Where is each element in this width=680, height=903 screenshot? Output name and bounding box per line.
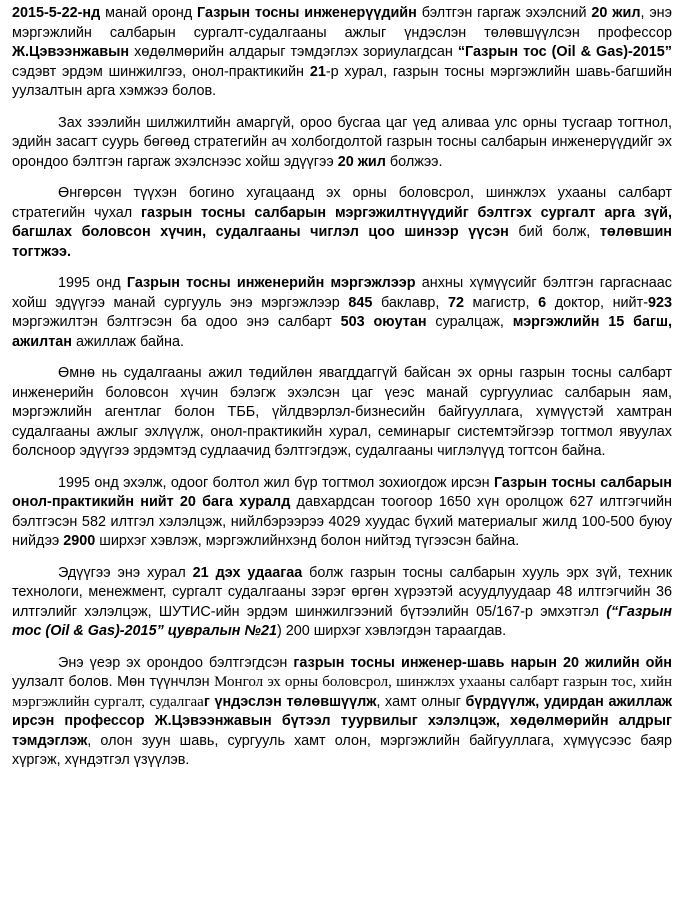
text-run: 21 дэх удаагаа xyxy=(192,564,303,581)
text-run: уулзалт болов. Мөн түүнчлэн xyxy=(12,674,215,690)
paragraph-3 xyxy=(12,184,672,262)
paragraph-7 xyxy=(12,564,672,642)
text-run: 2900 xyxy=(63,533,96,549)
text-run: Монгол эх орны боловсрол, шинжлэх ухааны салбарт газрын тос, хийн мэргэжлийн сургалт, судалгаа xyxy=(12,674,672,710)
text-run: 20 жил xyxy=(337,153,386,170)
text-run: газрын тосны инженер-шавь нарын 20 жилийн ойн xyxy=(293,654,672,671)
text-run: мэргэжлийн 15 багш, ажилтан xyxy=(12,314,673,350)
paragraph-4 xyxy=(12,274,672,352)
text-run: 21 xyxy=(309,63,326,80)
text-run: бий болж, xyxy=(508,224,600,240)
text-run: 923 xyxy=(647,294,672,311)
text-run: 1995 онд эхэлж, одоог болтол жил бүр тогтмол зохиогдож ирсэн xyxy=(58,474,494,491)
text-run: болж газрын тосны салбарын хууль эрх зүй, техник технологи, менежмент, сургалт судалгааны зэрэг өргөн хүрээтэй асуудлуудаар 48 илтгэгчийн 36 илтгэлийг хэлэлцэж, ШУТИС-ийн эрдэм шинжилгээний бүтээлийн 05/167-р эмхэтгэл xyxy=(12,564,672,620)
paragraph-8 xyxy=(12,654,672,771)
text-run: 2015-5-22-нд xyxy=(12,5,101,21)
text-run: Өнгөрсөн түүхэн богино хугацаанд эх орны боловсрол, шинжлэх ухааны салбарт стратегийн чухал xyxy=(12,185,672,221)
text-run: ажиллаж байна. xyxy=(71,333,184,350)
text-run: болжээ. xyxy=(385,153,443,170)
text-run: 503 оюутан xyxy=(340,314,427,330)
text-run: -р хурал, газрын тосны мэргэжлийн шавь-багшийн уулзалтын арга хэмжээ болов. xyxy=(12,63,672,99)
text-run: 1995 онд xyxy=(58,275,127,291)
text-run: төлөвшин тогтжээ. xyxy=(12,224,672,260)
paragraph-1 xyxy=(12,4,672,102)
text-run: манай оронд xyxy=(100,5,198,21)
text-run: Эдүүгээ энэ хурал xyxy=(58,564,193,581)
text-run: Өмнө нь судалгааны ажил төдийлөн явагддаггүй байсан эх орны газрын тосны салбарт инженерийн боловсон хүчин бэлэгж эхэлсэн цаг үеэс манай сургуулиас салбарын яам, мэргэжлийн агентлаг болон ТББ, үйлдвэрлэл-бизнесийн байгууллага, хүмүүстэй хамтран судалгааны ажлыг эхлүүлж, онол-практикийн хурал, семинарыг системтэйгээр тогтмол явуулах болсноор эдүүгээ эрдэмтэд судлаачид бэлтгэгдэж, судалгааны чиглэлүүд тогтсон байна. xyxy=(12,365,672,459)
paragraph-6 xyxy=(12,474,672,552)
paragraph-2 xyxy=(12,114,672,173)
paragraph-5 xyxy=(12,364,672,462)
text-run: сэдэвт эрдэм шинжилгээ, онол-практикийн xyxy=(12,63,310,80)
text-run: Ж.Цэвээнжавын xyxy=(12,44,130,60)
text-run: 845 xyxy=(348,294,373,311)
text-run: бэлтгэн гаргаж эхэлсний xyxy=(416,5,592,21)
text-run: Энэ үеэр эх орондоо бэлтгэгдсэн xyxy=(58,654,294,671)
text-run: Газрын тосны салбарын онол-практикийн нийт 20 бага хуралд xyxy=(12,474,672,510)
text-run: 20 жил xyxy=(591,5,641,21)
text-run: баклавр, xyxy=(372,294,448,311)
text-run: Газрын тосны инженерийн мэргэжлээр xyxy=(126,275,416,291)
text-run: (“Газрын тос (Oil & Gas)-2015” цувралын №21 xyxy=(12,603,672,639)
text-run: давхардсан тоогоор 1650 хүн оролцож 627 илтгэгчийн бэлтгэсэн 582 илтгэл хэлэлцэж, нийлбэрээрээ 4029 хуудас бүхий материалыг жилд 100-500 буюу нийдээ xyxy=(12,494,672,549)
text-run: “Газрын тос (Oil & Gas)-2015” xyxy=(457,44,672,60)
text-run: 6 xyxy=(538,294,547,311)
text-run: 72 xyxy=(447,294,464,311)
text-run: , олон зуун шавь, сургууль хамт олон, мэргэжлийн байгууллага, хүмүүсээс баяр хүргэж, хүндэтгэл үзүүлэв. xyxy=(12,732,672,768)
text-run: суралцаж, xyxy=(426,314,513,330)
text-run: г үндэслэн төлөвшүүлж xyxy=(203,693,377,710)
text-run: мэргэжилтэн бэлтгэсэн ба одоо энэ салбарт xyxy=(12,314,341,330)
text-run: анхны хүмүүсийг бэлтгэн гаргаснаас хойш эдүүгээ манай сургууль энэ мэргэжлээр xyxy=(12,275,672,311)
text-run: газрын тосны салбарын мэргэжилтнүүдийг бэлтгэх сургалт арга зүй, багшлах боловсон хүчин, судалгааны чиглэл цоо шинээр үүсэн xyxy=(12,204,672,240)
text-run: , энэ мэргэжлийн салбарын сургалт-судалгааны ажлыг үндэслэн төлөвшүүлсэн профессор xyxy=(12,5,672,41)
text-run: , хамт олныг xyxy=(376,693,466,710)
text-run: магистр, xyxy=(463,294,539,311)
text-run: ) 200 ширхэг хэвлэгдэн тараагдав. xyxy=(276,623,507,639)
text-run: бүрдүүлж, удирдан ажиллаж ирсэн профессор Ж.Цэвээнжавын бүтээл туурвилыг хэлэлцэж, хөдөлмөрийн алдрыг тэмдэглэж xyxy=(12,693,672,749)
text-run: доктор, нийт- xyxy=(546,294,648,311)
text-run: Газрын тосны инженерүүдийн xyxy=(197,5,417,21)
text-run: хөдөлмөрийн алдарыг тэмдэглэх зориулагдсан xyxy=(129,44,458,60)
text-run: Зах зээлийн шилжилтийн амаргүй, ороо бусгаа цаг үед аливаа улс орны тусгаар тогтнол, эдийн засагт суурь бөгөөд стратегийн ач холбогдолтой газрын тосны салбарын инженерүүдийг эх орондоо бэлтгэн гаргаж эхэлснээс хойш эдүүгээ xyxy=(12,114,672,170)
text-run: ширхэг хэвлэж, мэргэжлийнхэнд болон нийтэд түгээсэн байна. xyxy=(95,533,520,549)
